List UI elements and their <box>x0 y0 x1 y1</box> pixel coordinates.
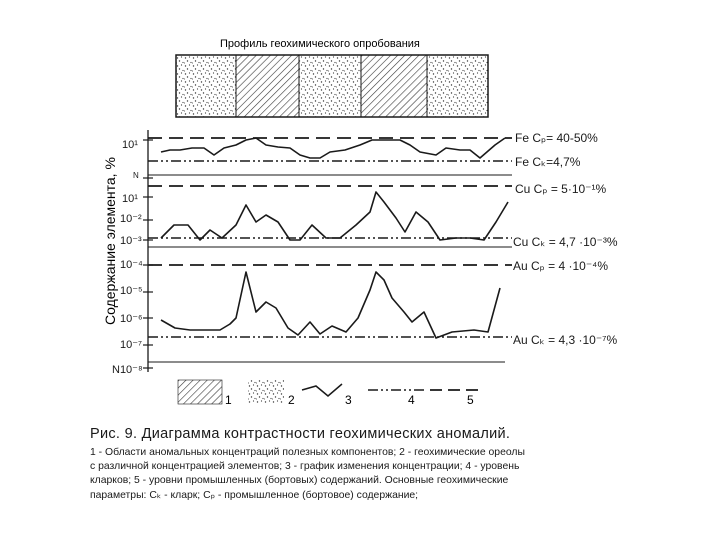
cu-industrial-label: Cu Cₚ = 5·10⁻¹% <box>515 182 607 196</box>
legend-swatch-curve <box>302 384 342 396</box>
fe-industrial-label: Fe Cₚ= 40-50% <box>515 131 598 145</box>
profile-segment-hatch-1 <box>236 55 299 117</box>
legend-label-2: 2 <box>288 393 295 407</box>
legend-swatch-anomaly <box>178 380 222 404</box>
tick-label-au-5: 10⁻⁵ <box>120 285 143 297</box>
cu-concentration-curve <box>161 192 508 240</box>
profile-segment-dots-3 <box>427 55 488 117</box>
legend-label-3: 3 <box>345 393 352 407</box>
profile-segment-dots-1 <box>176 55 236 117</box>
fe-concentration-curve <box>161 138 505 158</box>
tick-label-au-4: 10⁻⁴ <box>120 259 143 271</box>
figure-caption-line-3: кларков; 5 - уровни промышленных (бортовых) содержаний. Основные геохимические <box>90 475 509 486</box>
legend <box>178 380 480 407</box>
tick-label-fe: 10¹ <box>122 139 138 151</box>
profile-segment-hatch-2 <box>361 55 427 117</box>
tick-label-au-8: N10⁻⁸ <box>112 364 143 376</box>
tick-label-cu-2: 10⁻² <box>120 213 142 225</box>
figure-caption-line-1: 1 - Области аномальных концентраций полезных компонентов; 2 - геохимические ореолы <box>90 447 525 458</box>
tick-label-cu-1: 10¹ <box>122 193 138 205</box>
fe-clarke-label: Fe Cₖ=4,7% <box>515 155 581 169</box>
au-concentration-curve <box>161 272 500 338</box>
tick-label-cu-3: 10⁻³ <box>120 235 142 247</box>
tick-label-fe-n: N <box>133 171 139 180</box>
cu-clarke-label: Cu Cₖ = 4,7 ·10⁻³% <box>513 235 618 249</box>
au-industrial-label: Au Cₚ = 4 ·10⁻⁴% <box>513 259 609 273</box>
tick-label-au-6: 10⁻⁶ <box>120 313 143 325</box>
legend-swatch-halo <box>248 380 284 404</box>
sampling-profile-strip <box>176 55 488 117</box>
legend-label-5: 5 <box>467 393 474 407</box>
figure-caption-line-2: с различной концентрацией элементов; 3 - график изменения концентрации; 4 - уровень <box>90 461 520 472</box>
legend-label-1: 1 <box>225 393 232 407</box>
profile-segment-dots-2 <box>299 55 361 117</box>
y-axis-label: Содержание элемента, % <box>102 157 118 325</box>
tick-label-au-7: 10⁻⁷ <box>120 339 143 351</box>
figure-caption-title: Рис. 9. Диаграмма контрастности геохимических аномалий. <box>90 426 511 442</box>
au-clarke-label: Au Cₖ = 4,3 ·10⁻⁷% <box>513 333 618 347</box>
legend-label-4: 4 <box>408 393 415 407</box>
diagram-title: Профиль геохимического опробования <box>220 38 420 50</box>
figure-caption-line-4: параметры: Cₖ - кларк; Cₚ - промышленное (бортовое) содержание; <box>90 490 419 501</box>
